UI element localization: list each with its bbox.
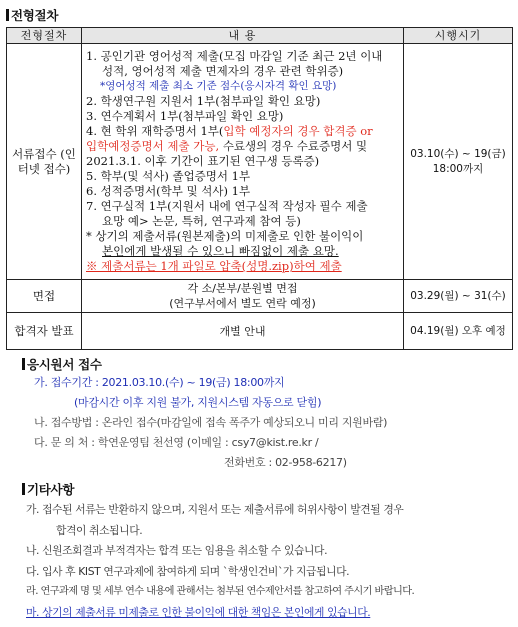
application-period-note: (마감시간 이후 지원 불가, 지원시스템 자동으로 닫힘): [74, 396, 322, 409]
interview-period: 03.29(월) ~ 31(수): [404, 280, 513, 313]
section-title-other: 기타사항: [22, 480, 74, 498]
section-mark: [22, 483, 25, 495]
header-stage: 전형절차: [7, 28, 82, 44]
doc-item-6: 6. 성적증명서(학부 및 석사) 1부: [86, 184, 251, 198]
other-lines: [26, 500, 510, 623]
doc-note-cont: 본인에게 발생될 수 있으니 빠짐없이 제출 요망.: [102, 244, 339, 258]
doc-items: [82, 44, 404, 280]
screening-table: [6, 27, 513, 350]
table-row-interview: [7, 280, 513, 313]
doc-item-2: 2. 학생연구원 지원서 1부(첨부파일 확인 요망): [86, 94, 321, 108]
doc-item-4-cont: 입학예정증명서 제출 가능, 수료생의 경우 수료증명서 및: [86, 139, 368, 153]
application-method: 나. 접수방법 : 온라인 접수(마감일에 접속 폭주가 예상되오니 미리 지원바람): [34, 416, 388, 429]
application-period: 가. 접수기간 : 2021.03.10.(수) ~ 19(금) 18:00까지: [34, 376, 285, 389]
section-mark: [6, 9, 9, 21]
doc-item-1-cont: 성적, 영어성적 제출 면제자의 경우 관련 학위증): [102, 64, 344, 78]
section-title-application: 응시원서 접수: [22, 355, 102, 373]
doc-item-1-sub: *영어성적 제출 최소 기준 점수(응시자격 확인 요망): [100, 80, 337, 92]
header-content: 내 용: [82, 28, 404, 44]
other-item-5: 마. 상기의 제출서류 미제출로 인한 불이익에 대한 책임은 본인에게 있습니다.: [26, 605, 371, 619]
header-period: 시행시기: [404, 28, 513, 44]
application-lines: [34, 373, 387, 473]
doc-warning: ※ 제출서류는 1개 파일로 압축(성명.zip)하여 제출: [86, 259, 342, 273]
application-phone: 전화번호 : 02-958-6217): [224, 456, 347, 469]
section-title-screening: 전형절차: [6, 6, 58, 24]
table-row-results: [7, 313, 513, 350]
other-item-2: 나. 신원조회결과 부적격자는 합격 또는 임용을 취소할 수 있습니다.: [26, 544, 328, 557]
other-item-3: 다. 입사 후 KIST 연구과제에 참여하게 되며 `학생인건비`가 지급됩니다.: [26, 564, 350, 578]
doc-note: * 상기의 제출서류(원본제출)의 미제출로 인한 불이익이: [86, 229, 364, 243]
doc-item-1: 1. 공인기관 영어성적 제출(모집 마감일 기준 최근 2년 이내: [86, 49, 383, 63]
doc-item-5: 5. 학부(및 석사) 졸업증명서 1부: [86, 169, 251, 183]
doc-period: 03.10(수) ~ 19(금) 18:00까지: [404, 44, 513, 280]
other-item-1-cont: 합격이 취소됩니다.: [56, 523, 143, 537]
application-contact: 다. 문 의 처 : 학연운영팀 천선영 (이메일 : csy7@kist.re.kr /: [34, 436, 319, 449]
result-label: 합격자 발표: [7, 313, 82, 350]
table-header-row: [7, 28, 513, 44]
doc-item-3: 3. 연수계획서 1부(첨부파일 확인 요망): [86, 109, 284, 123]
result-period: 04.19(월) 오후 예정: [404, 313, 513, 350]
doc-item-7: 7. 연구실적 1부(지원서 내에 연구실적 작성자 필수 제출: [86, 199, 368, 213]
doc-stage-label: 서류접수 (인터넷 접수): [7, 44, 82, 280]
doc-item-4: 4. 현 학위 재학증명서 1부(입학 예정자의 경우 합격증 or: [86, 124, 373, 138]
result-content: 개별 안내: [82, 313, 404, 350]
doc-item-4-cont2: 2021.3.1. 이후 기간이 표기된 연구생 등록증): [86, 154, 320, 168]
doc-item-7-cont: 요망 예> 논문, 특허, 연구과제 참여 등): [102, 214, 301, 228]
other-item-1: 가. 접수된 서류는 반환하지 않으며, 지원서 또는 제출서류에 허위사항이 발견될 경우: [26, 503, 404, 516]
interview-label: 면접: [7, 280, 82, 313]
interview-content: 각 소/본부/분원별 면접 (연구부서에서 별도 연락 예정): [82, 280, 404, 313]
table-row-documents: [7, 44, 513, 280]
other-item-4: 라. 연구과제 명 및 세부 연수 내용에 관해서는 첨부된 연수제안서를 참고하여 주시기 바랍니다.: [26, 586, 415, 597]
section-mark: [22, 358, 25, 370]
